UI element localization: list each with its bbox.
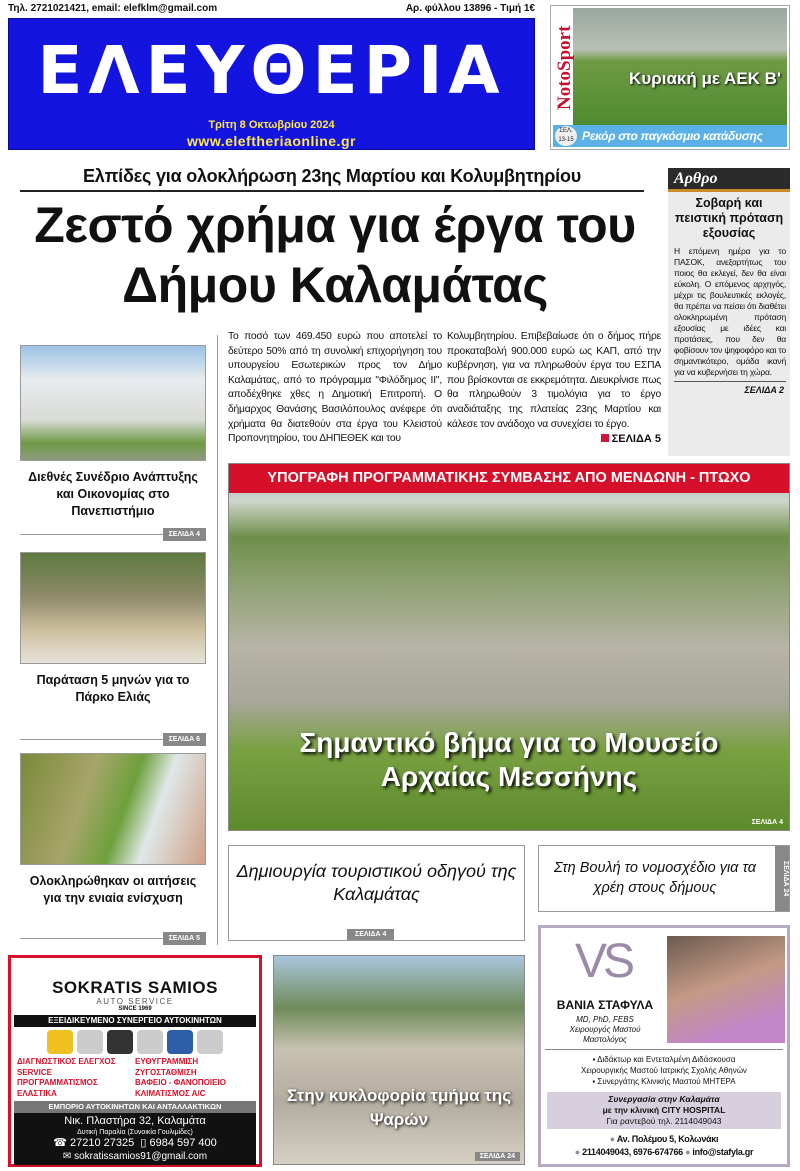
opinion-page: ΣΕΛΙΔΑ 2 xyxy=(744,385,784,395)
university-photo xyxy=(20,345,206,461)
street-story[interactable] xyxy=(273,955,525,1165)
box-line: Για ραντεβού τηλ. 2114049043 xyxy=(606,1116,722,1126)
service-item: ΚΛΙΜΑΤΙΣΜΟΣ Α/C xyxy=(135,1088,206,1098)
lead-body-col2-text: Κολυμβητηρίου. Επιβεβαίωσε ότι ο δήμος πήρε προκαταβολή 900.000 ευρώ ως ΚΑΠ, από την κυβέρνηση, για να πληρωθούν έργα του ΕΣΠΑ που βρίσκονται σε εκκρεμότητα. Διευκρίνισε πως θα πληρωθούν 3 τιμολόγια για το έργο αναδιάταξης της πλατείας 23ης Μαρτίου και κάλεσε τον ανάδοχο να συνεχίσει το έργο. xyxy=(447,331,661,430)
sport-teaser[interactable] xyxy=(550,5,790,150)
newspaper-logo: ΕΛΕΥΘΕΡΙΑ xyxy=(37,32,506,109)
lead-page-ref[interactable] xyxy=(601,432,661,447)
service-list xyxy=(11,1057,259,1099)
opinion-label: Αρθρο xyxy=(668,168,790,192)
street-caption: Στην κυκλοφορία τμήμα της Ψαρών xyxy=(286,1086,512,1129)
lead-page-label: ΣΕΛΙΔΑ 5 xyxy=(611,433,661,446)
ad-tagline: ΕΞΕΙΔΙΚΕΥΜΕΝΟ ΣΥΝΕΡΓΕΙΟ ΑΥΤΟΚΙΝΗΤΩΝ xyxy=(14,1015,256,1027)
phone-icon: ● xyxy=(574,1147,583,1157)
doctor-address: Αν. Πολέμου 5, Κολωνάκι xyxy=(616,1134,719,1144)
doctor-email: info@stafyla.gr xyxy=(692,1147,754,1157)
info-line: Χειρουργικής Μαστού Ιατρικής Σχολής Αθηνών xyxy=(581,1066,747,1075)
story-title: Στη Βουλή το νομοσχέδιο για τα χρέη στους δήμους xyxy=(554,860,756,896)
website-link[interactable]: www.eleftheriaonline.gr xyxy=(187,133,356,149)
info-line: ▪ Διδάκτωρ και Εντεταλμένη Διδάσκουσα xyxy=(592,1055,736,1064)
ad-brand: SOKRATIS SAMIOS xyxy=(52,978,218,997)
park-works-photo xyxy=(20,552,206,664)
location-pin-icon: ● xyxy=(609,1134,617,1144)
left-story-title: Παράταση 5 μηνών για το Πάρκο Ελιάς xyxy=(36,673,190,704)
parliament-story[interactable] xyxy=(538,845,790,912)
story-title: Δημιουργία τουριστικού οδηγού της Καλαμάτας xyxy=(236,861,517,904)
left-story-title: Ολοκληρώθηκαν οι αιτήσεις για την ενιαία ενίσχυση xyxy=(29,874,197,905)
role: Μαστολόγος xyxy=(583,1035,627,1044)
sport-caption: Κυριακή με ΑΕΚ Β' xyxy=(629,69,781,88)
masthead xyxy=(8,18,535,150)
left-story-page: ΣΕΛΙΔΑ 4 xyxy=(163,528,206,541)
phone-icon: ☎ xyxy=(53,1137,70,1149)
opinion-body: Η επόμενη ημέρα για το ΠΑΣΟΚ, ανεξαρτήτως του ποιος θα εκλεγεί, δεν θα είναι εύκολη. Ο επόμενος αρχηγός, μέχρι τις βουλευτικές εκλογές, θα πρέπει να πείσει ότι διαθέτει ολοκληρωμένη πρόταση εξουσίας με ιδέες και προτάσεις, που δεν θα φοβίσουν τον ψηφοφόρο και το σημαντικότερο, ομάδα ικανή για να κυβερνήσει τη χώρα. xyxy=(674,246,786,382)
service-item: ΒΑΦΕΙΟ - ΦΑΝΟΠΟΙΕΙΟ xyxy=(135,1078,226,1087)
main-banner: ΥΠΟΓΡΑΦΗ ΠΡΟΓΡΑΜΜΑΤΙΚΗΣ ΣΥΜΒΑΣΗΣ ΑΠΟ ΜΕΝΔΩΝΗ - ΠΤΩΧΟ xyxy=(229,464,789,493)
doctor-info xyxy=(545,1049,783,1087)
auto-service-ad[interactable] xyxy=(8,955,262,1167)
ad-since: SINCE 1969 xyxy=(118,1006,152,1012)
doctor-photo xyxy=(667,936,785,1043)
left-story-1[interactable] xyxy=(20,345,206,543)
lead-body-col2 xyxy=(447,330,661,447)
opinion-title: Σοβαρή και πειστική πρόταση εξουσίας xyxy=(674,196,784,240)
notosport-logo: NotoSport xyxy=(554,25,575,110)
role: Χειρουργός Μαστού xyxy=(569,1025,641,1034)
service-item: ΔΙΑΓΝΩΣΤΙΚΟΣ ΕΛΕΓΧΟΣ xyxy=(17,1057,116,1066)
email-icon: ✉ xyxy=(62,1151,75,1162)
main-caption: Σημαντικό βήμα για το Μουσείο Αρχαίας Μεσσήνης xyxy=(299,727,719,792)
creds: MD, PhD, FEBS xyxy=(576,1015,634,1024)
hospital-box xyxy=(547,1092,781,1129)
lead-body-col1: Το ποσό των 469.450 ευρώ που αποτελεί το δεύτερο 50% από τη συνολική επιχορήγηση του υπουργείου Εσωτερικών προς τον Δήμο Καλαμάτας, από το πρόγραμμα "Φιλόδημος ΙΙ", αποδέχθηκε χθες η Δημοτική Επιτροπή. Ο δήμαρχος Θανάσης Βασιλόπουλος ανέφερε ότι χρήματα θα διατεθούν στα έργα του Κλειστού Προπονητηρίου, του ΔΗΠΕΘΕΚ και του xyxy=(228,331,442,445)
left-story-title: Διεθνές Συνέδριο Ανάπτυξης και Οικονομίας στο Πανεπιστήμιο xyxy=(28,470,198,518)
box-line: με την κλινική CITY HOSPITAL xyxy=(602,1105,726,1115)
issue-date: Τρίτη 8 Οκτωβρίου 2024 xyxy=(208,119,335,131)
tourist-guide-story[interactable] xyxy=(228,845,525,941)
info-line: ▪ Συνεργάτης Κλινικής Μαστού ΜΗΤΕΡΑ xyxy=(592,1077,736,1086)
opinion-article[interactable] xyxy=(668,168,790,456)
ad-contact xyxy=(14,1113,256,1165)
service-item: ΠΡΟΓΡΑΜΜΑΤΙΣΜΟΣ xyxy=(17,1078,98,1087)
story-page: ΣΕΛΙΔΑ 24 xyxy=(775,846,789,911)
left-column xyxy=(8,335,218,945)
lead-supertitle: Ελπίδες για ολοκλήρωση 23ης Μαρτίου και Κολυμβητηρίου xyxy=(20,166,644,192)
service-item: ΕΥΘΥΓΡΑΜΜΙΣΗ xyxy=(135,1057,199,1066)
doctor-ad[interactable] xyxy=(538,925,790,1167)
ad-phone: 27210 27325 xyxy=(70,1137,135,1149)
left-story-page: ΣΕΛΙΔΑ 5 xyxy=(163,932,206,945)
main-page: ΣΕΛΙΔΑ 4 xyxy=(751,819,783,826)
car-brand-logos xyxy=(11,1030,259,1054)
story-page: ΣΕΛΙΔΑ 4 xyxy=(347,929,394,940)
ad-trade: ΕΜΠΟΡΙΟ ΑΥΤΟΚΙΝΗΤΩΝ ΚΑΙ ΑΝΤΑΛΛΑΚΤΙΚΩΝ xyxy=(14,1101,256,1113)
vs-logo: VS xyxy=(575,935,632,988)
left-story-2[interactable] xyxy=(20,552,206,748)
box-line: Συνεργασία στην Καλαμάτα xyxy=(608,1094,720,1104)
sport-bar: Ρεκόρ στο παγκόσμιο κατάδυσης xyxy=(553,125,787,147)
ad-mobile: 6984 597 400 xyxy=(149,1137,217,1149)
square-bullet-icon xyxy=(601,434,609,442)
left-story-page: ΣΕΛΙΔΑ 6 xyxy=(163,733,206,746)
lead-headline[interactable]: Ζεστό χρήμα για έργα του Δήμου Καλαμάτας xyxy=(34,197,636,313)
doctor-contact xyxy=(543,1133,785,1159)
sport-page-badge: ΣΕΛ. 13-15 xyxy=(555,126,577,146)
doctor-credentials xyxy=(545,1015,665,1045)
contact-line: Τηλ. 2721021421, email: elefklm@gmail.com xyxy=(8,3,218,14)
issue-info: Αρ. φύλλου 13896 - Τιμή 1€ xyxy=(405,3,535,14)
ad-area: Δυτική Παραλία (Συνοικία Γουλιμίδες) xyxy=(77,1129,193,1136)
ad-email: sokratissamios91@gmail.com xyxy=(74,1151,208,1162)
football-photo xyxy=(573,8,787,126)
ad-address: Νικ. Πλαστήρα 32, Καλαμάτα xyxy=(64,1115,206,1127)
service-item: ΖΥΓΟΣΤΑΘΜΙΣΗ xyxy=(135,1067,197,1077)
ad-sub: AUTO SERVICE xyxy=(96,997,174,1006)
email-icon: ● xyxy=(685,1147,693,1157)
doctor-name: ΒΑΝΙΑ ΣΤΑΦΥΛΑ xyxy=(556,998,654,1012)
farming-money-photo xyxy=(20,753,206,865)
street-page: ΣΕΛΙΔΑ 24 xyxy=(475,1152,520,1161)
left-story-3[interactable] xyxy=(20,753,206,945)
doctor-phones: 2114049043, 6976-674766 xyxy=(582,1147,683,1157)
service-item: ΕΛΑΣΤΙΚΑ xyxy=(17,1088,57,1098)
mobile-icon: ▯ xyxy=(140,1137,150,1149)
main-photo-story[interactable] xyxy=(228,463,790,831)
service-item: SERVICE xyxy=(17,1067,52,1077)
